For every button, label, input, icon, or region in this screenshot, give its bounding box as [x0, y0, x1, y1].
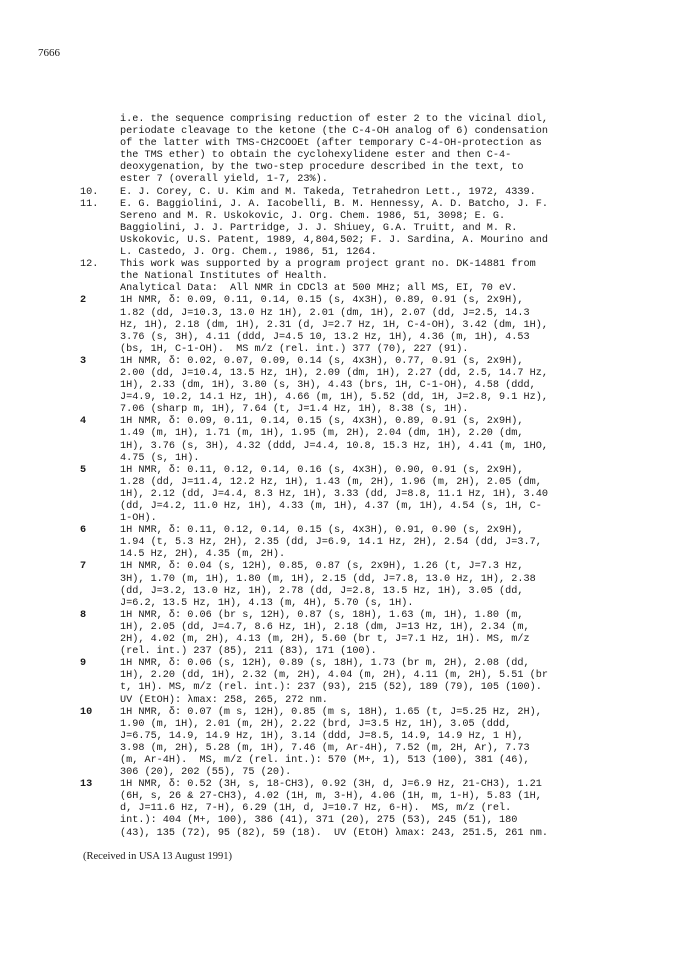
text-line: [80, 320, 640, 332]
line-text: (6H, s, 26 & 27-CH3), 4.02 (1H, m, 3-H), 4.06 (1H, m, 1-H), 5.83 (1H,: [120, 791, 542, 803]
text-line: [80, 308, 640, 320]
text-line: [80, 828, 640, 840]
line-text: J=4.9, 10.2, 14.1 Hz, 1H), 4.66 (m, 1H), 5.52 (dd, 1H, J=2.8, 9.1 Hz),: [120, 392, 548, 404]
line-text: 1.90 (m, 1H), 2.01 (m, 2H), 2.22 (brd, J=3.5 Hz, 1H), 3.05 (ddd,: [120, 718, 512, 730]
text-line: [80, 767, 640, 779]
line-text: E. J. Corey, C. U. Kim and M. Takeda, Tetrahedron Lett., 1972, 4339.: [120, 186, 536, 198]
line-text: 1H NMR, δ: 0.06 (s, 12H), 0.89 (s, 18H), 1.73 (br m, 2H), 2.08 (dd,: [120, 658, 530, 670]
line-text: 1.28 (dd, J=11.4, 12.2 Hz, 1H), 1.43 (m, 2H), 1.96 (m, 2H), 2.05 (dm,: [120, 476, 542, 488]
line-text: Analytical Data: All NMR in CDCl3 at 500 MHz; all MS, EI, 70 eV.: [120, 283, 518, 295]
line-text: 306 (20), 202 (55), 75 (20).: [120, 767, 292, 779]
text-line: [80, 634, 640, 646]
text-line: [80, 211, 640, 223]
text-line: [80, 719, 640, 731]
line-text: periodate cleavage to the ketone (the C-4-OH analog of 6) condensation: [120, 126, 548, 138]
text-line: [80, 259, 640, 271]
text-line: [80, 404, 640, 416]
line-text: (m, Ar-4H). MS, m/z (rel. int.): 570 (M+, 1), 513 (100), 381 (46),: [120, 754, 530, 766]
line-text: J=6.75, 14.9, 14.9 Hz, 1H), 3.14 (ddd, J=8.5, 14.9, 14.9 Hz, 1 H),: [120, 730, 524, 742]
text-line: [80, 682, 640, 694]
text-line: [80, 465, 640, 477]
text-line: [80, 187, 640, 199]
text-line: [80, 610, 640, 622]
line-text: 1H NMR, δ: 0.06 (br s, 12H), 0.87 (s, 18H), 1.63 (m, 1H), 1.80 (m,: [120, 609, 524, 621]
line-text: of the latter with TMS-CH2COOEt (after temporary C-4-OH-protection as: [120, 138, 542, 150]
line-number: 7: [80, 561, 87, 573]
text-line: [80, 477, 640, 489]
line-text: (rel. int.) 237 (85), 211 (83), 171 (100).: [120, 646, 377, 658]
line-number: 5: [80, 464, 87, 476]
line-text: 1H NMR, δ: 0.11, 0.12, 0.14, 0.15 (s, 4x3H), 0.91, 0.90 (s, 2x9H),: [120, 525, 524, 537]
line-number: 13: [80, 779, 93, 791]
line-number: 2: [80, 295, 87, 307]
text-line: [80, 199, 640, 211]
text-line: [80, 235, 640, 247]
text-line: [80, 489, 640, 501]
text-line: [80, 537, 640, 549]
line-text: 1.82 (dd, J=10.3, 13.0 Hz 1H), 2.01 (dm, 1H), 2.07 (dd, J=2.5, 14.3: [120, 307, 530, 319]
text-line: [80, 598, 640, 610]
line-number: 10: [80, 706, 93, 718]
text-line: [80, 150, 640, 162]
line-text: 1H), 2.05 (dd, J=4.7, 8.6 Hz, 1H), 2.18 (dm, J=13 Hz, 1H), 2.34 (m,: [120, 621, 530, 633]
text-line: [80, 513, 640, 525]
line-text: 3.98 (m, 2H), 5.28 (m, 1H), 7.46 (m, Ar-4H), 7.52 (m, 2H, Ar), 7.73: [120, 742, 530, 754]
text-line: [80, 283, 640, 295]
line-number: 12.: [80, 259, 99, 271]
line-text: 1H), 2.33 (dm, 1H), 3.80 (s, 3H), 4.43 (brs, 1H, C-1-OH), 4.58 (ddd,: [120, 380, 536, 392]
text-line: [80, 803, 640, 815]
text-line: [80, 392, 640, 404]
line-text: 1H NMR, δ: 0.09, 0.11, 0.14, 0.15 (s, 4x3H), 0.89, 0.91 (s, 2x9H),: [120, 295, 524, 307]
line-text: 4.75 (s, 1H).: [120, 452, 200, 464]
line-number: 10.: [80, 186, 99, 198]
text-line: [80, 525, 640, 537]
line-text: 1-OH).: [120, 513, 157, 525]
line-text: E. G. Baggiolini, J. A. Iacobelli, B. M. Hennessy, A. D. Batcho, J. F.: [120, 198, 548, 210]
line-text: 1H), 3.76 (s, 3H), 4.32 (ddd, J=4.4, 10.8, 15.3 Hz, 1H), 4.41 (m, 1HO,: [120, 440, 548, 452]
line-text: 1.94 (t, 5.3 Hz, 2H), 2.35 (dd, J=6.9, 14.1 Hz, 2H), 2.54 (dd, J=3.7,: [120, 537, 542, 549]
text-line: [80, 114, 640, 126]
line-text: 1H NMR, δ: 0.11, 0.12, 0.14, 0.16 (s, 4x3H), 0.90, 0.91 (s, 2x9H),: [120, 464, 524, 476]
line-number: 11.: [80, 198, 99, 210]
line-text: i.e. the sequence comprising reduction of ester 2 to the vicinal diol,: [120, 114, 548, 125]
line-text: 1H NMR, δ: 0.09, 0.11, 0.14, 0.15 (s, 4x3H), 0.89, 0.91 (s, 2x9H),: [120, 416, 524, 428]
text-line: [80, 356, 640, 368]
body-text: [80, 114, 640, 840]
line-number: 4: [80, 416, 87, 428]
text-line: [80, 162, 640, 174]
text-line: [80, 223, 640, 235]
line-text: 1H), 2.12 (dd, J=4.4, 8.3 Hz, 1H), 3.33 (dd, J=8.8, 11.1 Hz, 1H), 3.40: [120, 488, 548, 500]
text-line: [80, 574, 640, 586]
text-line: [80, 791, 640, 803]
text-line: [80, 561, 640, 573]
page-number: 7666: [38, 47, 60, 59]
text-line: [80, 368, 640, 380]
line-text: (dd, J=3.2, 13.0 Hz, 1H), 2.78 (dd, J=2.8, 13.5 Hz, 1H), 3.05 (dd,: [120, 585, 524, 597]
line-text: 2H), 4.02 (m, 2H), 4.13 (m, 2H), 5.60 (br t, J=7.1 Hz, 1H). MS, m/z: [120, 634, 530, 646]
text-line: [80, 501, 640, 513]
text-line: [80, 743, 640, 755]
text-line: [80, 174, 640, 186]
line-text: t, 1H). MS, m/z (rel. int.): 237 (93), 215 (52), 189 (79), 105 (100).: [120, 682, 542, 694]
line-number: 9: [80, 658, 87, 670]
text-line: [80, 271, 640, 283]
line-text: L. Castedo, J. Org. Chem., 1986, 51, 1264.: [120, 247, 377, 259]
line-text: 1H NMR, δ: 0.02, 0.07, 0.09, 0.14 (s, 4x3H), 0.77, 0.91 (s, 2x9H),: [120, 355, 524, 367]
line-text: 1.49 (m, 1H), 1.71 (m, 1H), 1.95 (m, 2H), 2.04 (dm, 1H), 2.20 (dm,: [120, 428, 524, 440]
line-text: 2.00 (dd, J=10.4, 13.5 Hz, 1H), 2.09 (dm, 1H), 2.27 (dd, 2.5, 14.7 Hz,: [120, 367, 548, 379]
text-line: [80, 441, 640, 453]
line-text: This work was supported by a program project grant no. DK-14881 from: [120, 259, 536, 271]
line-text: 14.5 Hz, 2H), 4.35 (m, 2H).: [120, 549, 286, 561]
text-line: [80, 126, 640, 138]
line-text: 3H), 1.70 (m, 1H), 1.80 (m, 1H), 2.15 (dd, J=7.8, 13.0 Hz, 1H), 2.38: [120, 573, 536, 585]
text-line: [80, 586, 640, 598]
text-line: [80, 416, 640, 428]
text-line: [80, 332, 640, 344]
line-text: 1H NMR, δ: 0.52 (3H, s, 18-CH3), 0.92 (3H, d, J=6.9 Hz, 21-CH3), 1.21: [120, 779, 542, 791]
text-line: [80, 695, 640, 707]
line-text: (43), 135 (72), 95 (82), 59 (18). UV (EtOH) λmax: 243, 251.5, 261 nm.: [120, 827, 548, 839]
line-text: the TMS ether) to obtain the cyclohexylidene ester and then C-4-: [120, 150, 512, 162]
text-line: [80, 670, 640, 682]
line-text: d, J=11.6 Hz, 7-H), 6.29 (1H, d, J=10.7 Hz, 6-H). MS, m/z (rel.: [120, 803, 512, 815]
line-text: 1H NMR, δ: 0.04 (s, 12H), 0.85, 0.87 (s, 2x9H), 1.26 (t, J=7.3 Hz,: [120, 561, 524, 573]
line-text: Uskokovic, U.S. Patent, 1989, 4,804,502; F. J. Sardina, A. Mourino and: [120, 234, 548, 246]
text-line: [80, 815, 640, 827]
line-text: UV (EtOH): λmax: 258, 265, 272 nm.: [120, 694, 328, 706]
line-text: 3.76 (s, 3H), 4.11 (ddd, J=4.5 10, 13.2 Hz, 1H), 4.36 (m, 1H), 4.53: [120, 331, 530, 343]
line-text: 1H), 2.20 (dd, 1H), 2.32 (m, 2H), 4.04 (m, 2H), 4.11 (m, 2H), 5.51 (br: [120, 670, 548, 682]
line-number: 6: [80, 525, 87, 537]
text-line: [80, 549, 640, 561]
text-line: [80, 755, 640, 767]
line-number: 3: [80, 355, 87, 367]
line-text: J=6.2, 13.5 Hz, 1H), 4.13 (m, 4H), 5.70 (s, 1H).: [120, 597, 414, 609]
text-line: [80, 453, 640, 465]
text-line: [80, 380, 640, 392]
text-line: [80, 731, 640, 743]
line-text: Sereno and M. R. Uskokovic, J. Org. Chem. 1986, 51, 3098; E. G.: [120, 210, 506, 222]
line-number: 8: [80, 609, 87, 621]
text-line: [80, 646, 640, 658]
text-line: [80, 658, 640, 670]
line-text: 7.06 (sharp m, 1H), 7.64 (t, J=1.4 Hz, 1H), 8.38 (s, 1H).: [120, 404, 469, 416]
text-line: [80, 247, 640, 259]
line-text: (bs, 1H, C-1-OH). MS m/z (rel. int.) 377 (70), 227 (91).: [120, 343, 469, 355]
text-line: [80, 344, 640, 356]
text-line: [80, 295, 640, 307]
line-text: 1H NMR, δ: 0.07 (m s, 12H), 0.85 (m s, 18H), 1.65 (t, J=5.25 Hz, 2H),: [120, 706, 542, 718]
line-text: Baggiolini, J. J. Partridge, J. J. Shiuey, G.A. Truitt, and M. R.: [120, 222, 518, 234]
received-date: (Received in USA 13 August 1991): [83, 851, 233, 862]
text-line: [80, 138, 640, 150]
line-text: Hz, 1H), 2.18 (dm, 1H), 2.31 (d, J=2.7 Hz, 1H, C-4-OH), 3.42 (dm, 1H),: [120, 319, 548, 331]
line-text: int.): 404 (M+, 100), 386 (41), 371 (20), 275 (53), 245 (51), 180: [120, 815, 518, 827]
text-line: [80, 779, 640, 791]
text-line: [80, 428, 640, 440]
text-line: [80, 707, 640, 719]
line-text: deoxygenation, by the two-step procedure described in the text, to: [120, 162, 524, 174]
line-text: (dd, J=4.2, 11.0 Hz, 1H), 4.33 (m, 1H), 4.37 (m, 1H), 4.54 (s, 1H, C-: [120, 501, 542, 512]
line-text: the National Institutes of Health.: [120, 271, 328, 283]
text-line: [80, 622, 640, 634]
line-text: ester 7 (overall yield, 1-7, 23%).: [120, 174, 328, 186]
